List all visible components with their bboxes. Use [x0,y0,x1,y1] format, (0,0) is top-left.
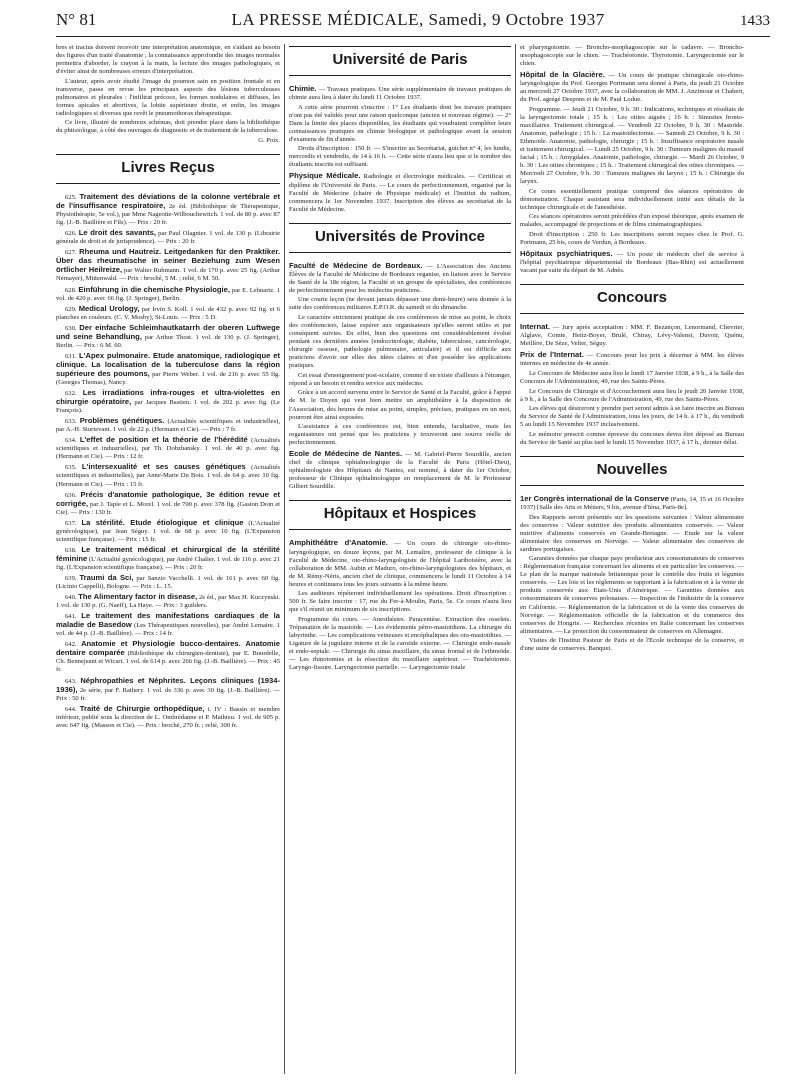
book-details: 2e éd. (Bibliothèque de Thérapeutique, Physiothérapie, 5e vol.), par Mme Nageotte-Wilbouchewitch. 1 vol. de 80 p. avec 87 fig. (J.-B. Baillière et Fils). — Prix : 20 fr. [56,203,280,227]
book-title: Einführung in die chemische Physiologie, [78,284,230,294]
book-number: 641. [65,613,82,621]
book-number: 625. [65,194,80,202]
paragraph: Programme du cours. — Anesthésies. Paracentèse. Extraction des osselets. Trépanation de la mastoïde. — Les évidements pétro-mastoïdiens. La chirurgie du labyrinthe. — Les complications veineuses et encéphaliques des oto-mastoïdites. — Ligature de la jugulaire interne et de la carotide externe. — Chirurgie endo-nasale et endo-septale. — Chirurgie du sinus maxillaire, du sinus frontal et de l'ethmoïde. — Les rhinotomies et la résection du maxillaire supérieur. — Trachéotomie. Laryngo-fissure. Laryngectomie partielle. — Laryngectomie totale [289,615,511,672]
book-number: 630. [65,324,80,332]
paragraph: Ce cours essentiellement pratique comprend des séances opératoires de démonstration. Chaque assistant sera individuellement initié aux détails de la technique chirurgicale et de l'anesthésie. [520,187,744,211]
book-number: 627. [65,249,80,257]
article-internat: Internat. — Jury après acceptation : MM. F. Bezançon, Lenormand, Chevrier, Alglave, Comte, Heitz-Boyer, Brulé, Chiray, Lévy-Valensi, Duvoir, Quénu, Meillère, De Sèze, Velter, Séguy. [520,322,744,348]
paragraph: Programme. — Jeudi 21 Octobre, 9 h. 30 : Indications, techniques et résultats de la laryngectomie totale ; 15 h. : Les otites aiguës ; 16 h. : Sinusites fronto-maxillaires. Traitement chirurgical. — Vendredi 22 Octobre, 9 h. 30 : Mastoïde. Anatomie, pathologie ; 15 h. : La mastoïdectomie. — Samedi 23 Octobre, 9 h. 30 : Ethmoïde. Anatomie, pathologie, chirurgie ; 15 h. : Insuffisance respiratoire nasale et traitement chirurgical. — Lundi 25 Octobre, 9 h. 30 : Tumeurs malignes du massif facial ; 15 h. : Amygdales. Anatomie, pathologie, chirurgie. — Mardi 26 Octobre, 9 h. 30 : Les otites chroniques ; 15 h. : Traitement chirurgical des otites chroniques. — Mercredi 27 Octobre, 9 h. 30 : Tumeurs malignes du larynx ; 15 h. : Chirurgie du larynx. [520,105,744,186]
book-number: 629. [65,305,79,313]
section-title-universites-province: Universités de Province [289,223,511,253]
book-number: 638. [65,546,82,554]
book-number: 640. [65,594,79,602]
book-number: 632. [65,390,83,398]
paragraph: Garanties données par chaque pays producteur aux consommateurs de conserves : Réglementation française concernant les aliments et en particulier les conserves. — Le plan de la marque nationale britannique pour le contrôle des fruits et légumes conservés. — Les lois et les règlements se rapportant à la fabrication et à la vente de produits conservés aux Etats-Unis d'Amérique. — Garanties données aux consommateurs de conserves polonaises. — Inspection de l'industrie de la conserve en Californie. — Réglementation de la fabrication et de la vente des conserves de Norvège. — Réglementation officielle de la fabrication et du commerce des conserves de Hongrie. — Recherches récentes en Italie concernant les conserves alimentaires. — La protection du consommateur de conserves en Allemagne. [520,555,744,635]
paragraph: Le caractère strictement pratique de ces conférences de mise au point, le choix des conférenciers, laisse espérer aux organisateurs qu'elles seront utiles et par conséquent suivies. En effet, bien des questions ont considérablement évolué pendant ces dernières années (endocrinologie, diabète, tuberculose, cancérologie, chirurgie osseuse, pathologie pulmonaire, articulaire) et il est difficile aux praticiens d'avoir sur elles des idées claires et d'en posséder les applications pratiques. [289,313,511,370]
book-title: La stérilité. Etude étiologique et clinique [81,517,244,527]
book-number: 639. [65,574,80,582]
article-physique: Physique Médicale. Radiologie et électrologie médicales. — Certificat et diplôme de l'Université de Paris. — Le cours de perfectionnement, organisé par la Faculté de Médecine (chaire de Physique médicale) et l'Institut du radium, commencera le 1er Novembre 1937. Inscription des élèves au secrétariat de la Faculté de Médecine. [289,171,511,213]
book-details: 2e éd., par Max H. Kuczynski. 1 vol. de 130 p. (G. Naeff), La Haye. — Prix : 3 guilders. [56,594,280,610]
book-number: 633. [65,418,80,426]
book-details: (L'Actualité gynécologique), par Jean Séguy. 1 vol. de 68 p. avec 10 fig. (L'Expansion scientifique française). — Prix : 15 fr. [56,519,280,543]
article-glaciere: Hôpital de la Glacière. — Un cours de pratique chirurgicale oto-rhino-laryngologique du Prof. Georges Portmann sera donné à Paris, du jeudi 21 Octobre au mercredi 27 Octobre 1937, avec la collaboration de MM. J. Anzimour et Chabert, du Prof. agrégé Despons et de M. Paul Lodue. [520,70,744,104]
book-details: par Walter Ruhmann. 1 vol. de 170 p. avec 25 fig. (Arthur Nemayer), Mittenwald. — Prix : broché, 5 M. ; relié, 6 M. 50. [56,267,280,283]
book-details: par Paul Olagnier. 1 vol. de 130 p. (Librairie générale de droit et de jurisprudence). — Prix : 20 fr. [56,230,280,246]
book-entry [56,436,280,461]
book-number: 643. [65,677,81,685]
book-details: par E. Lehnartz. 1 vol. de 420 p. avec 66 fig. (J. Springer), Berlin. [56,286,280,302]
article-nantes: Ecole de Médecine de Nantes. — M. Gabriel-Pierre Sourdille, ancien chef de clinique ophtalmologique de la Faculté de Paris (Hôtel-Dieu), ophtalmologiste des Hôpitaux de Nantes, est nommé, à dater du 1er Octobre, professeur de Clinique ophtalmologique en remplacement de M. le Professeur Gilbert Sourdille. [289,449,511,491]
book-title: Der einfache Schleimhautkatarrh der oberen Luftwege und seine Behandlung, [56,322,280,341]
paragraph: A cette série pourront s'inscrire : 1° Les étudiants dont les travaux pratiques n'ont pas été validés pour une raison quelconque (ancien et nouveau régime). — 2° Dans la limite des places disponibles, les étudiants qui voudraient compléter leurs connaissances pratiques en chimie biologique et pathologique avant la session d'examens de fin d'année. [289,103,511,143]
paragraph: Grâce à un accord survenu entre le Service de Santé et la Faculté, grâce à l'appui de M. le Doyen qui veut bien mettre un amphithéâtre à la disposition de l'Association, des heures de mise au point, simples, précises, pratiques en un mot, pourront être ainsi exposées. [289,389,511,421]
book-entry [56,593,280,610]
book-entry [56,248,280,283]
book-number: 635. [65,464,82,472]
book-number: 626. [65,230,79,238]
section-title-universite-paris: Université de Paris [289,46,511,76]
book-details: (Actualités scientifiques et industrielles), par A.-H. Sturtevant. 1 vol. de 22 p. (Hermann et Cie). — Prix : 7 fr. [56,418,280,434]
book-title: Rheuma und Hautreiz. Leitgedanken für den Praktiker. Über das rheumatische in seiner Beziehung zum Wesen örtlicher Heilreize, [56,247,280,275]
page-number: 1433 [740,13,770,29]
book-details: par Jacques Bastien. 1 vol. de 202 p. avec fig. (Le François). [56,399,280,415]
book-entry [56,324,280,350]
paragraph: Le mémoire prescrit comme épreuve du concours devra être déposé au Bureau du Service de Santé au plus tard le lundi 15 Novembre 1937, à 17 h., dernier délai. [520,430,744,446]
paragraph: Droit d'inscription : 250 fr. Les inscriptions seront reçues chez le Prof. G. Portmann, 25 bis, cours de Verdun, à Bordeaux. [520,231,744,247]
paragraph: Ces séances opératoires seront précédées d'un exposé théorique, après examen de malades, accompagné de projections et de films cinématographiques. [520,213,744,229]
book-entry [56,612,280,638]
book-number: 637. [65,519,82,527]
book-entry [56,286,280,303]
book-entry [56,546,280,572]
book-entry [56,463,280,488]
paragraph: Des Rapports seront présentés sur les questions suivantes : Valeur alimentaire des conserves : Valeur nutritive des produits alimentaires conservés. — Valeur nutritive d'aliments conservés en Grande-Bretagne. — Etude sur la valeur alimentaire des conserves en Norvège. — Valeur alimentaire des conserves de sardines portugaises. [520,513,744,553]
review-paragraph: Ce livre, illustré de nombreux schémas, doit prendre place dans la bibliothèque du phtisiologue, à côté des ouvrages de diagnostic et de traitement de la tuberculose. [56,119,280,135]
column-3 [520,44,744,1074]
review-paragraph: L'auteur, après avoir étudié l'image du poumon sain en position frontale et en transverse, passe en revue les principaux aspects des lésions tuberculeuses pulmonaires et pleurales : l'infiltrat précoce, les formes nodulaires et diffuses, les formes apicales et abortives, la lobite supérieure droite, et enfin, les images radiologiques si diverses que revêt le pneumothorax thérapeutique. [56,77,280,117]
book-title: Le traitement médical et chirurgical de la stérilité féminine [56,544,280,563]
article-chimie: Chimie. — Travaux pratiques. Une série supplémentaire de travaux pratiques de chimie aura lieu à dater du lundi 11 Octobre 1937. [289,84,511,102]
section-title-concours: Concours [520,284,744,314]
book-details: par J. Tapie et L. Morel. 1 vol. de 700 p. avec 378 fig. (Gaston Doin et Cie). — Prix : 130 fr. [56,500,280,516]
paragraph: Cet essai d'enseignement post-scolaire, comme il en existe d'ailleurs à l'étranger, répond à un besoin et rendra service aux médecins. [289,371,511,387]
book-entry [56,229,280,246]
book-entry [56,389,280,415]
book-details: par Pierre Weber. 1 vol. de 216 p. avec 55 fig. (Georges Thomas), Nancy. [56,370,280,386]
book-entry [56,677,280,703]
article-congres: 1er Congrès international de la Conserve (Paris, 14, 15 et 16 Octobre 1937) [Salle des Arts et Métiers, 9 bis, avenue d'Iéna, Paris-8e]. [520,493,744,511]
book-title: Précis d'anatomie pathologique, 3e édition revue et corrigée, [56,489,280,508]
paragraph: Les élèves qui désireront y prendre part seront admis à se faire inscrire au Bureau du Service de Santé de l'Administration, tous les jours, de 14 h. à 17 h., du vendredi 5 au lundi 15 Novembre 1937 inclusivement. [520,405,744,429]
book-number: 634. [65,437,80,445]
book-title: Problèmes génétiques. [79,416,165,426]
books-list [56,193,280,730]
book-details: t. IV : Bassin et membre inférieur, publié sous la direction de L. Ombrédanne et P. Mathieu. 1 vol. de 905 p. avec 647 fig. (Masson et Cie). — Prix : broché, 270 fr. ; relié, 300 fr. [56,705,280,729]
book-entry [56,519,280,544]
book-number: 631. [65,352,80,360]
book-title: Les irradiations infra-rouges et ultra-violettes en chirurgie opératoire, [56,388,280,407]
section-title-nouvelles: Nouvelles [520,456,744,486]
article-prix-internat: Prix de l'Internat. — Concours pour les prix à décerner à MM. les élèves internes en médecine de 4e année. [520,350,744,368]
book-number: 644. [65,705,80,713]
column-rule [284,44,285,1074]
paragraph: Une courte leçon (ne devant jamais dépasser une demi-heure) sera donnée à la suite des conférences militaires E.P.O.R. du samedi et du dimanche. [289,296,511,312]
book-title: The Alimentary factor in disease, [78,592,198,602]
book-details: (Bibliothèque du chirurgien-dentiste), par E. Bourdelle, Ch. Bennejeant et Wicart. 1 vol. de 614 p. avec 266 fig. (J.-B. Baillière). — Prix : 45 fr. [56,650,280,674]
book-details: par Arthur Thost. 1 vol. de 130 p. (J. Springer), Berlin. — Prix : 6 M. 60. [56,333,280,349]
book-title: Medical Urology, [78,303,140,313]
paragraph: Les auditeurs répéteront individuellement les opérations. Droit d'inscription : 500 fr. Se faire inscrire : 17, rue du Fer-à-Moulin, Paris, 5e. Ce cours n'aura lieu que s'il réunit un minimum de six inscriptions. [289,590,511,614]
section-title-livres-recus: Livres Reçus [56,154,280,184]
book-title: Traité de Chirurgie orthopédique, [79,703,205,713]
page-header [56,10,770,37]
book-entry [56,705,280,730]
publication-title: LA PRESSE MÉDICALE, Samedi, 9 Octobre 1937 [231,10,605,29]
book-review [56,44,280,136]
book-title: L'intersexualité et ses causes génétiques [81,462,246,472]
paragraph: Le Concours de Chirurgie et d'Accouchement aura lieu le jeudi 20 Janvier 1938, à 9 h., à la Salle des Concours de l'Administration, 49, rue des Saints-Pères. [520,387,744,403]
book-title: L'Apex pulmonaire. Etude anatomique, radiologique et clinique. La localisation de la tuberculose dans la région supérieure des poumons, [56,350,280,378]
column-2 [289,44,511,1074]
article-bordeaux: Faculté de Médecine de Bordeaux. — L'Association des Anciens Élèves de la Faculté de Médecine de Bordeaux organise, en liaison avec le Service de Santé de la 18e région, la Faculté et un groupe de spécialistes, des conférences de perfectionnement pour les médecins praticiens. [289,260,511,294]
book-details: par Irvin S. Koll. 1 vol. de 432 p. avec 92 fig. et 6 planches en couleurs. (C. V. Mosby), St-Louis. — Prix : 5 D. [56,305,280,321]
paragraph: Visites de l'Institut Pasteur de Paris et de l'Ecole technique de la conserve, et d'une usine de conserves. Banquet. [520,637,744,653]
book-title: Néphropathies et Néphrites. Leçons cliniques (1934-1936), [56,675,280,694]
book-details: (Les Thérapeutiques nouvelles), par André Lemaire. 1 vol. de 44 p. (J.-B. Baillière). — Prix : 14 fr. [56,622,280,638]
book-entry [56,491,280,517]
book-details: par Sanzio Vacchelli. 1 vol. de 161 p. avec 60 fig. (Licinio Cappelli), Bologne. — Prix : L. 15. [56,574,280,591]
section-title-hopitaux: Hôpitaux et Hospices [289,500,511,530]
column-1 [56,44,280,1074]
book-title: Le droit des savants, [78,228,156,238]
article-amphitheatre: Amphithéâtre d'Anatomie. — Un cours de chirurgie oto-rhino-laryngologique, en douze leçons, par M. Lemaître, professeur de clinique à la Faculté de Médecine, oto-rhino-laryngologiste de l'hôpital Lariboisière, avec la collaboration de MM. Aubin et Maduro, oto-rhino-laryngologistes des hôpitaux, et de M. Rémy-Néris, ancien chef de clinique, commencera le lundi 11 Octobre à 14 heures et continuera tous les jours suivants à la même heure. [289,538,511,588]
book-entry [56,640,280,674]
book-entry [56,417,280,434]
book-number: 628. [65,286,79,294]
book-number: 642. [65,641,82,649]
book-details: 2e série, par F. Rathery. 1 vol. de 336 p. avec 30 fig. (J.-B. Baillière). — Prix : 50 fr. [56,686,280,702]
book-details: (L'Actualité gynécologique), par André Chalier. 1 vol. de 116 p. avec 21 fig. (L'Expansion scientifique française). — Prix : 20 fr. [56,555,280,571]
review-signature: G. Poix. [258,137,280,145]
issue-number: N° 81 [56,10,97,29]
paragraph: Droits d'inscription : 150 fr. — S'inscrire au Secrétariat, guichet n° 4, les lundis, mercredis et vendredis, de 14 à 16 h. — Cette série n'aura lieu que si le nombre des étudiants inscrits est suffisant. [289,145,511,169]
book-number: 636. [65,491,81,499]
book-entry [56,574,280,591]
paragraph: L'assistance à ces conférences est, bien entendu, facultative, mais les organisateurs ont pensé que les praticiens y trouveront une source réelle de perfectionnement. [289,423,511,447]
book-details: (Actualités scientifiques et industrielles), par Th. Dobzhansky. 1 vol. de 40 p. avec fig. (Hermann et Cie). — Prix : 12 fr. [56,437,280,461]
column-rule [515,44,516,1074]
review-paragraph: bres et tractus doivent recevoir une interprétation anatomique, en s'aidant au besoin des figures d'un traité d'anatomie ; la connaissance approfondie des images normales permettra d'aborder, le crayon à la main, la lecture des images pathologiques, et d'éviter ainsi de nombreuses erreurs d'interprétation. [56,44,280,76]
book-entry [56,305,280,322]
book-title: Traitement des déviations de la colonne vertébrale et de l'insuffisance respiratoire, [56,192,280,211]
book-title: Anatomie et Physiologie bucco-dentaires. Anatomie dentaire comparée [56,639,280,658]
book-title: Traumi da Sci, [79,572,134,582]
paragraph: et pharyngotomie. — Broncho-œsophagoscopie sur le cadavre. — Broncho-œsophagoscopie sur le chien. — Trachéotomie. Thyrotomie. Laryngectomie sur le chien. [520,44,744,68]
book-entry [56,352,280,387]
book-details: (Actualités scientifiques et industrielles), par Anne-Marie Du Bois. 1 vol. de 64 p. avec 10 fig. (Hermann et Cie). — Prix : 15 fr. [56,464,280,488]
book-title: Le traitement des manifestations cardiaques de la maladie de Basedow [56,611,280,630]
book-entry [56,193,280,227]
book-title: L'effet de position et la théorie de l'hérédité [79,435,248,445]
article-psychiatriques: Hôpitaux psychiatriques. — Un poste de médecin chef de service à l'hôpital psychiatrique départemental de Bordeaux (Bas-Rhin) est actuellement vacant par suite du départ de M. Adnès. [520,249,744,275]
paragraph: Le Concours de Médecine aura lieu le lundi 17 Janvier 1938, à 9 h., à la Salle des Concours de l'Administration, 49, rue des Saints-Pères. [520,370,744,386]
